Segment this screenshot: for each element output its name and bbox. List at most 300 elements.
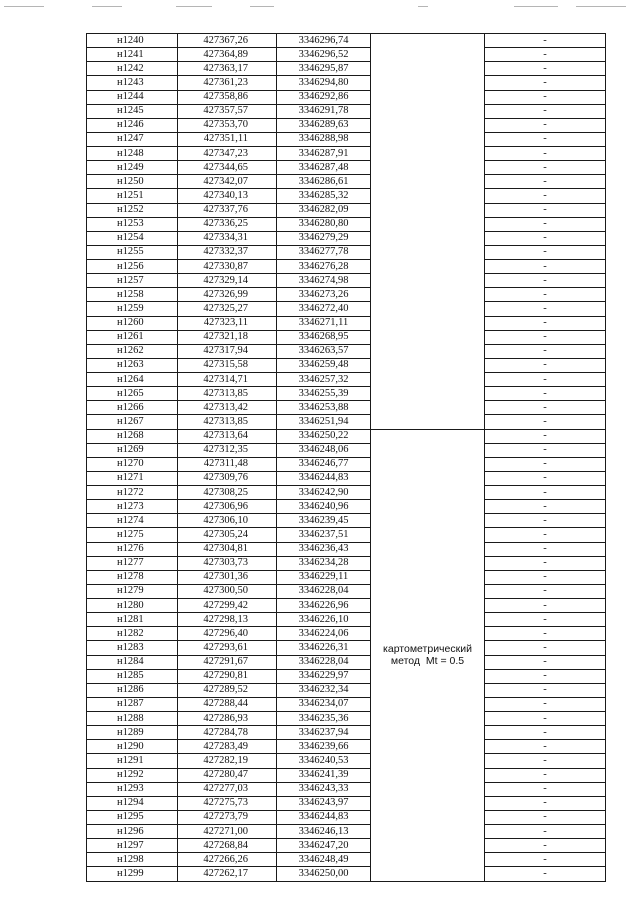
accuracy-dash-cell: - xyxy=(485,316,606,330)
accuracy-dash-cell: - xyxy=(485,570,606,584)
x-coordinate-cell: 427277,03 xyxy=(178,782,277,796)
table-row xyxy=(87,500,606,514)
x-coordinate-cell: 427311,48 xyxy=(178,457,277,471)
point-name-cell: н1259 xyxy=(87,302,178,316)
x-coordinate-cell: 427361,23 xyxy=(178,76,277,90)
accuracy-dash-cell: - xyxy=(485,599,606,613)
point-name-cell: н1267 xyxy=(87,415,178,429)
table-row xyxy=(87,599,606,613)
point-name-cell: н1272 xyxy=(87,486,178,500)
point-name-cell: н1254 xyxy=(87,231,178,245)
accuracy-dash-cell: - xyxy=(485,344,606,358)
accuracy-dash-cell: - xyxy=(485,330,606,344)
point-name-cell: н1240 xyxy=(87,34,178,48)
table-row xyxy=(87,528,606,542)
y-coordinate-cell: 3346253,88 xyxy=(277,401,371,415)
y-coordinate-cell: 3346235,36 xyxy=(277,712,371,726)
table-row xyxy=(87,740,606,754)
method-name: картометрический xyxy=(383,643,472,655)
page-header-rule xyxy=(0,6,640,10)
point-name-cell: н1263 xyxy=(87,358,178,372)
table-row xyxy=(87,260,606,274)
x-coordinate-cell: 427304,81 xyxy=(178,542,277,556)
y-coordinate-cell: 3346226,31 xyxy=(277,641,371,655)
accuracy-dash-cell: - xyxy=(485,118,606,132)
table-row xyxy=(87,203,606,217)
accuracy-dash-cell: - xyxy=(485,825,606,839)
accuracy-dash-cell: - xyxy=(485,104,606,118)
accuracy-dash-cell: - xyxy=(485,373,606,387)
table-row xyxy=(87,570,606,584)
point-name-cell: н1273 xyxy=(87,500,178,514)
coordinates-table-body xyxy=(87,34,606,882)
x-coordinate-cell: 427299,42 xyxy=(178,599,277,613)
y-coordinate-cell: 3346234,28 xyxy=(277,556,371,570)
table-row xyxy=(87,401,606,415)
table-row xyxy=(87,161,606,175)
table-row xyxy=(87,429,606,443)
y-coordinate-cell: 3346276,28 xyxy=(277,260,371,274)
x-coordinate-cell: 427334,31 xyxy=(178,231,277,245)
point-name-cell: н1286 xyxy=(87,683,178,697)
point-name-cell: н1285 xyxy=(87,669,178,683)
x-coordinate-cell: 427298,13 xyxy=(178,613,277,627)
point-name-cell: н1292 xyxy=(87,768,178,782)
point-name-cell: н1260 xyxy=(87,316,178,330)
accuracy-dash-cell: - xyxy=(485,231,606,245)
table-row xyxy=(87,48,606,62)
y-coordinate-cell: 3346246,77 xyxy=(277,457,371,471)
point-name-cell: н1247 xyxy=(87,132,178,146)
point-name-cell: н1279 xyxy=(87,584,178,598)
method-cell xyxy=(371,429,485,881)
x-coordinate-cell: 427344,65 xyxy=(178,161,277,175)
table-row xyxy=(87,387,606,401)
x-coordinate-cell: 427329,14 xyxy=(178,274,277,288)
table-row xyxy=(87,712,606,726)
accuracy-dash-cell: - xyxy=(485,48,606,62)
x-coordinate-cell: 427301,36 xyxy=(178,570,277,584)
point-name-cell: н1274 xyxy=(87,514,178,528)
y-coordinate-cell: 3346255,39 xyxy=(277,387,371,401)
y-coordinate-cell: 3346289,63 xyxy=(277,118,371,132)
accuracy-dash-cell: - xyxy=(485,641,606,655)
point-name-cell: н1265 xyxy=(87,387,178,401)
table-row xyxy=(87,302,606,316)
table-row xyxy=(87,373,606,387)
y-coordinate-cell: 3346241,39 xyxy=(277,768,371,782)
table-row xyxy=(87,627,606,641)
x-coordinate-cell: 427340,13 xyxy=(178,189,277,203)
point-name-cell: н1283 xyxy=(87,641,178,655)
accuracy-dash-cell: - xyxy=(485,697,606,711)
y-coordinate-cell: 3346280,80 xyxy=(277,217,371,231)
y-coordinate-cell: 3346294,80 xyxy=(277,76,371,90)
point-name-cell: н1244 xyxy=(87,90,178,104)
y-coordinate-cell: 3346292,86 xyxy=(277,90,371,104)
y-coordinate-cell: 3346224,06 xyxy=(277,627,371,641)
accuracy-dash-cell: - xyxy=(485,740,606,754)
method-accuracy: метод Mt = 0.5 xyxy=(390,655,465,667)
x-coordinate-cell: 427282,19 xyxy=(178,754,277,768)
accuracy-dash-cell: - xyxy=(485,768,606,782)
y-coordinate-cell: 3346259,48 xyxy=(277,358,371,372)
point-name-cell: н1276 xyxy=(87,542,178,556)
x-coordinate-cell: 427313,64 xyxy=(178,429,277,443)
x-coordinate-cell: 427273,79 xyxy=(178,810,277,824)
accuracy-dash-cell: - xyxy=(485,514,606,528)
x-coordinate-cell: 427315,58 xyxy=(178,358,277,372)
accuracy-dash-cell: - xyxy=(485,443,606,457)
accuracy-dash-cell: - xyxy=(485,401,606,415)
accuracy-dash-cell: - xyxy=(485,90,606,104)
y-coordinate-cell: 3346279,29 xyxy=(277,231,371,245)
y-coordinate-cell: 3346296,52 xyxy=(277,48,371,62)
y-coordinate-cell: 3346240,53 xyxy=(277,754,371,768)
point-name-cell: н1281 xyxy=(87,613,178,627)
y-coordinate-cell: 3346234,07 xyxy=(277,697,371,711)
point-name-cell: н1278 xyxy=(87,570,178,584)
point-name-cell: н1269 xyxy=(87,443,178,457)
table-row xyxy=(87,90,606,104)
table-row xyxy=(87,344,606,358)
accuracy-dash-cell: - xyxy=(485,288,606,302)
table-row xyxy=(87,76,606,90)
y-coordinate-cell: 3346240,96 xyxy=(277,500,371,514)
accuracy-dash-cell: - xyxy=(485,415,606,429)
x-coordinate-cell: 427300,50 xyxy=(178,584,277,598)
x-coordinate-cell: 427353,70 xyxy=(178,118,277,132)
table-row xyxy=(87,274,606,288)
table-row xyxy=(87,655,606,669)
table-row xyxy=(87,613,606,627)
point-name-cell: н1249 xyxy=(87,161,178,175)
point-name-cell: н1290 xyxy=(87,740,178,754)
point-name-cell: н1277 xyxy=(87,556,178,570)
accuracy-dash-cell: - xyxy=(485,486,606,500)
x-coordinate-cell: 427347,23 xyxy=(178,147,277,161)
table-row xyxy=(87,104,606,118)
accuracy-dash-cell: - xyxy=(485,796,606,810)
point-name-cell: н1270 xyxy=(87,457,178,471)
y-coordinate-cell: 3346295,87 xyxy=(277,62,371,76)
table-row xyxy=(87,34,606,48)
y-coordinate-cell: 3346287,91 xyxy=(277,147,371,161)
table-row xyxy=(87,189,606,203)
table-row xyxy=(87,584,606,598)
accuracy-dash-cell: - xyxy=(485,613,606,627)
x-coordinate-cell: 427290,81 xyxy=(178,669,277,683)
point-name-cell: н1287 xyxy=(87,697,178,711)
table-row xyxy=(87,358,606,372)
accuracy-dash-cell: - xyxy=(485,853,606,867)
x-coordinate-cell: 427364,89 xyxy=(178,48,277,62)
point-name-cell: н1258 xyxy=(87,288,178,302)
point-name-cell: н1242 xyxy=(87,62,178,76)
y-coordinate-cell: 3346288,98 xyxy=(277,132,371,146)
accuracy-dash-cell: - xyxy=(485,655,606,669)
table-row xyxy=(87,175,606,189)
x-coordinate-cell: 427280,47 xyxy=(178,768,277,782)
x-coordinate-cell: 427275,73 xyxy=(178,796,277,810)
y-coordinate-cell: 3346244,83 xyxy=(277,471,371,485)
y-coordinate-cell: 3346272,40 xyxy=(277,302,371,316)
x-coordinate-cell: 427314,71 xyxy=(178,373,277,387)
accuracy-dash-cell: - xyxy=(485,528,606,542)
table-row xyxy=(87,853,606,867)
x-coordinate-cell: 427342,07 xyxy=(178,175,277,189)
x-coordinate-cell: 427313,42 xyxy=(178,401,277,415)
point-name-cell: н1284 xyxy=(87,655,178,669)
table-row xyxy=(87,62,606,76)
accuracy-dash-cell: - xyxy=(485,76,606,90)
x-coordinate-cell: 427367,26 xyxy=(178,34,277,48)
accuracy-dash-cell: - xyxy=(485,147,606,161)
table-row xyxy=(87,147,606,161)
x-coordinate-cell: 427293,61 xyxy=(178,641,277,655)
y-coordinate-cell: 3346239,45 xyxy=(277,514,371,528)
table-row xyxy=(87,415,606,429)
accuracy-dash-cell: - xyxy=(485,542,606,556)
accuracy-dash-cell: - xyxy=(485,754,606,768)
y-coordinate-cell: 3346250,00 xyxy=(277,867,371,881)
accuracy-dash-cell: - xyxy=(485,556,606,570)
accuracy-dash-cell: - xyxy=(485,189,606,203)
y-coordinate-cell: 3346287,48 xyxy=(277,161,371,175)
table-row xyxy=(87,669,606,683)
y-coordinate-cell: 3346228,04 xyxy=(277,655,371,669)
x-coordinate-cell: 427283,49 xyxy=(178,740,277,754)
x-coordinate-cell: 427291,67 xyxy=(178,655,277,669)
table-row xyxy=(87,683,606,697)
accuracy-dash-cell: - xyxy=(485,457,606,471)
point-name-cell: н1275 xyxy=(87,528,178,542)
accuracy-dash-cell: - xyxy=(485,132,606,146)
y-coordinate-cell: 3346243,33 xyxy=(277,782,371,796)
accuracy-dash-cell: - xyxy=(485,669,606,683)
accuracy-dash-cell: - xyxy=(485,782,606,796)
x-coordinate-cell: 427288,44 xyxy=(178,697,277,711)
y-coordinate-cell: 3346257,32 xyxy=(277,373,371,387)
y-coordinate-cell: 3346282,09 xyxy=(277,203,371,217)
point-name-cell: н1289 xyxy=(87,726,178,740)
accuracy-dash-cell: - xyxy=(485,810,606,824)
table-row xyxy=(87,641,606,655)
point-name-cell: н1288 xyxy=(87,712,178,726)
accuracy-dash-cell: - xyxy=(485,627,606,641)
table-row xyxy=(87,443,606,457)
table-row xyxy=(87,231,606,245)
x-coordinate-cell: 427271,00 xyxy=(178,825,277,839)
table-row xyxy=(87,796,606,810)
y-coordinate-cell: 3346236,43 xyxy=(277,542,371,556)
x-coordinate-cell: 427262,17 xyxy=(178,867,277,881)
y-coordinate-cell: 3346246,13 xyxy=(277,825,371,839)
table-row xyxy=(87,839,606,853)
y-coordinate-cell: 3346273,26 xyxy=(277,288,371,302)
coordinates-table xyxy=(86,33,606,882)
y-coordinate-cell: 3346247,20 xyxy=(277,839,371,853)
table-row xyxy=(87,217,606,231)
x-coordinate-cell: 427305,24 xyxy=(178,528,277,542)
y-coordinate-cell: 3346228,04 xyxy=(277,584,371,598)
point-name-cell: н1261 xyxy=(87,330,178,344)
table-row xyxy=(87,810,606,824)
accuracy-dash-cell: - xyxy=(485,839,606,853)
table-row xyxy=(87,542,606,556)
point-name-cell: н1293 xyxy=(87,782,178,796)
y-coordinate-cell: 3346263,57 xyxy=(277,344,371,358)
point-name-cell: н1271 xyxy=(87,471,178,485)
point-name-cell: н1257 xyxy=(87,274,178,288)
y-coordinate-cell: 3346285,32 xyxy=(277,189,371,203)
accuracy-dash-cell: - xyxy=(485,161,606,175)
x-coordinate-cell: 427308,25 xyxy=(178,486,277,500)
x-coordinate-cell: 427312,35 xyxy=(178,443,277,457)
table-row xyxy=(87,782,606,796)
y-coordinate-cell: 3346286,61 xyxy=(277,175,371,189)
accuracy-dash-cell: - xyxy=(485,217,606,231)
point-name-cell: н1295 xyxy=(87,810,178,824)
x-coordinate-cell: 427313,85 xyxy=(178,387,277,401)
accuracy-dash-cell: - xyxy=(485,726,606,740)
point-name-cell: н1268 xyxy=(87,429,178,443)
y-coordinate-cell: 3346277,78 xyxy=(277,245,371,259)
accuracy-dash-cell: - xyxy=(485,867,606,881)
point-name-cell: н1262 xyxy=(87,344,178,358)
table-row xyxy=(87,486,606,500)
x-coordinate-cell: 427325,27 xyxy=(178,302,277,316)
point-name-cell: н1255 xyxy=(87,245,178,259)
y-coordinate-cell: 3346268,95 xyxy=(277,330,371,344)
accuracy-dash-cell: - xyxy=(485,387,606,401)
x-coordinate-cell: 427286,93 xyxy=(178,712,277,726)
y-coordinate-cell: 3346271,11 xyxy=(277,316,371,330)
accuracy-dash-cell: - xyxy=(485,175,606,189)
x-coordinate-cell: 427358,86 xyxy=(178,90,277,104)
point-name-cell: н1298 xyxy=(87,853,178,867)
x-coordinate-cell: 427306,96 xyxy=(178,500,277,514)
method-cell-upper xyxy=(371,34,485,430)
point-name-cell: н1264 xyxy=(87,373,178,387)
table-row xyxy=(87,726,606,740)
table-row xyxy=(87,132,606,146)
x-coordinate-cell: 427363,17 xyxy=(178,62,277,76)
table-row xyxy=(87,514,606,528)
accuracy-dash-cell: - xyxy=(485,500,606,514)
x-coordinate-cell: 427309,76 xyxy=(178,471,277,485)
point-name-cell: н1299 xyxy=(87,867,178,881)
point-name-cell: н1282 xyxy=(87,627,178,641)
table-row xyxy=(87,768,606,782)
table-row xyxy=(87,245,606,259)
x-coordinate-cell: 427317,94 xyxy=(178,344,277,358)
point-name-cell: н1296 xyxy=(87,825,178,839)
y-coordinate-cell: 3346244,83 xyxy=(277,810,371,824)
y-coordinate-cell: 3346237,51 xyxy=(277,528,371,542)
accuracy-dash-cell: - xyxy=(485,712,606,726)
x-coordinate-cell: 427323,11 xyxy=(178,316,277,330)
table-row xyxy=(87,867,606,881)
point-name-cell: н1294 xyxy=(87,796,178,810)
x-coordinate-cell: 427289,52 xyxy=(178,683,277,697)
table-row xyxy=(87,457,606,471)
point-name-cell: н1250 xyxy=(87,175,178,189)
x-coordinate-cell: 427321,18 xyxy=(178,330,277,344)
accuracy-dash-cell: - xyxy=(485,584,606,598)
y-coordinate-cell: 3346250,22 xyxy=(277,429,371,443)
x-coordinate-cell: 427330,87 xyxy=(178,260,277,274)
x-coordinate-cell: 427313,85 xyxy=(178,415,277,429)
table-row xyxy=(87,330,606,344)
x-coordinate-cell: 427303,73 xyxy=(178,556,277,570)
accuracy-dash-cell: - xyxy=(485,358,606,372)
table-row xyxy=(87,754,606,768)
y-coordinate-cell: 3346237,94 xyxy=(277,726,371,740)
x-coordinate-cell: 427357,57 xyxy=(178,104,277,118)
x-coordinate-cell: 427306,10 xyxy=(178,514,277,528)
y-coordinate-cell: 3346229,11 xyxy=(277,570,371,584)
point-name-cell: н1280 xyxy=(87,599,178,613)
point-name-cell: н1256 xyxy=(87,260,178,274)
accuracy-dash-cell: - xyxy=(485,471,606,485)
accuracy-dash-cell: - xyxy=(485,683,606,697)
x-coordinate-cell: 427284,78 xyxy=(178,726,277,740)
x-coordinate-cell: 427326,99 xyxy=(178,288,277,302)
point-name-cell: н1241 xyxy=(87,48,178,62)
y-coordinate-cell: 3346243,97 xyxy=(277,796,371,810)
y-coordinate-cell: 3346248,49 xyxy=(277,853,371,867)
y-coordinate-cell: 3346226,96 xyxy=(277,599,371,613)
accuracy-dash-cell: - xyxy=(485,62,606,76)
point-name-cell: н1245 xyxy=(87,104,178,118)
y-coordinate-cell: 3346248,06 xyxy=(277,443,371,457)
point-name-cell: н1246 xyxy=(87,118,178,132)
point-name-cell: н1266 xyxy=(87,401,178,415)
accuracy-dash-cell: - xyxy=(485,34,606,48)
x-coordinate-cell: 427266,26 xyxy=(178,853,277,867)
x-coordinate-cell: 427337,76 xyxy=(178,203,277,217)
y-coordinate-cell: 3346274,98 xyxy=(277,274,371,288)
x-coordinate-cell: 427296,40 xyxy=(178,627,277,641)
y-coordinate-cell: 3346232,34 xyxy=(277,683,371,697)
table-row xyxy=(87,316,606,330)
y-coordinate-cell: 3346251,94 xyxy=(277,415,371,429)
accuracy-dash-cell: - xyxy=(485,274,606,288)
table-row xyxy=(87,471,606,485)
y-coordinate-cell: 3346296,74 xyxy=(277,34,371,48)
table-row xyxy=(87,697,606,711)
point-name-cell: н1253 xyxy=(87,217,178,231)
accuracy-dash-cell: - xyxy=(485,245,606,259)
accuracy-dash-cell: - xyxy=(485,429,606,443)
x-coordinate-cell: 427351,11 xyxy=(178,132,277,146)
point-name-cell: н1252 xyxy=(87,203,178,217)
table-row xyxy=(87,118,606,132)
table-row xyxy=(87,288,606,302)
x-coordinate-cell: 427332,37 xyxy=(178,245,277,259)
table-row xyxy=(87,556,606,570)
y-coordinate-cell: 3346229,97 xyxy=(277,669,371,683)
accuracy-dash-cell: - xyxy=(485,203,606,217)
y-coordinate-cell: 3346226,10 xyxy=(277,613,371,627)
y-coordinate-cell: 3346242,90 xyxy=(277,486,371,500)
point-name-cell: н1297 xyxy=(87,839,178,853)
accuracy-dash-cell: - xyxy=(485,302,606,316)
x-coordinate-cell: 427268,84 xyxy=(178,839,277,853)
y-coordinate-cell: 3346239,66 xyxy=(277,740,371,754)
x-coordinate-cell: 427336,25 xyxy=(178,217,277,231)
